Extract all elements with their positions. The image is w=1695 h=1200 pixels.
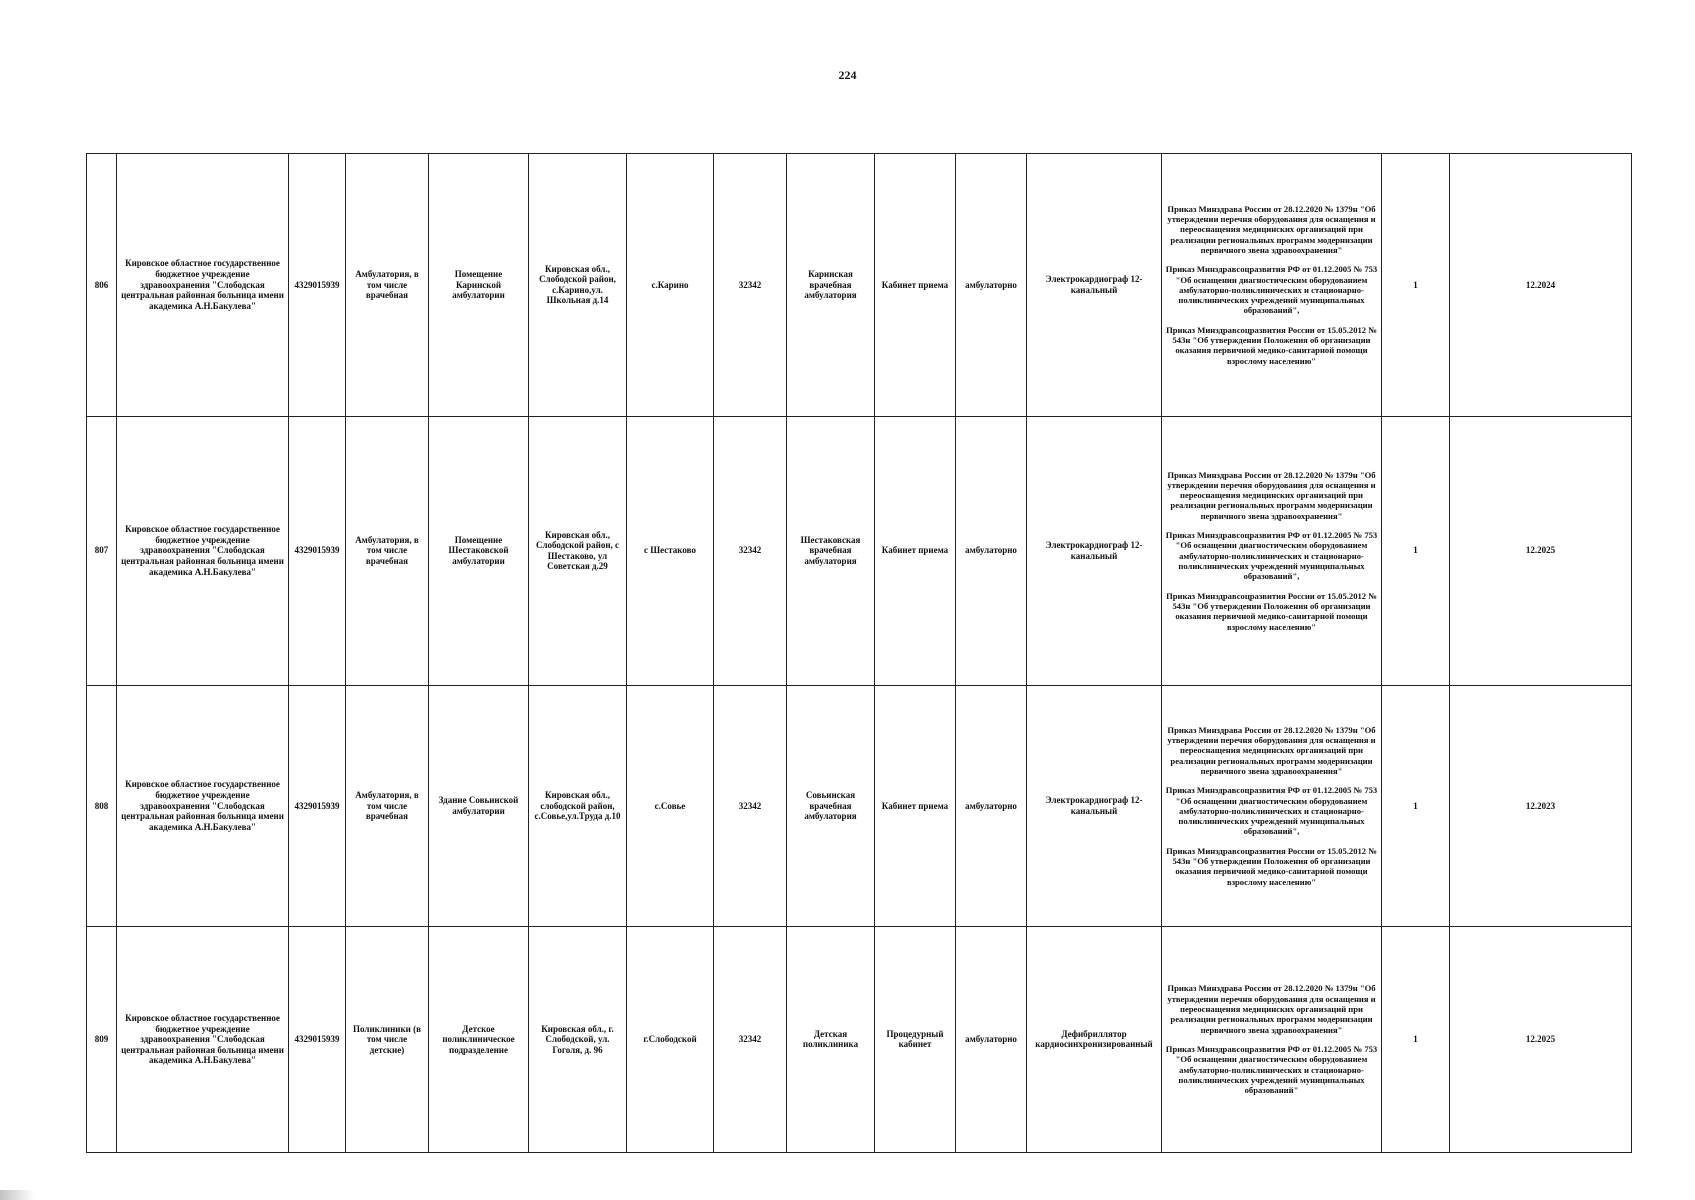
cell-address: Кировская обл., слободской район, с.Совье,ул.Труда д.10 bbox=[529, 685, 627, 926]
cell-care-type: амбулаторно bbox=[956, 685, 1027, 926]
regulatory-document: Приказ Минздрава России от 28.12.2020 № 1379н "Об утверждении перечня оборудования для оснащения и переоснащения медицинских организаций при реализации региональных программ модернизации первичного звена здравоохранения" bbox=[1167, 203, 1376, 255]
cell-care-type: амбулаторно bbox=[956, 926, 1027, 1152]
table-row bbox=[87, 416, 1632, 685]
cell-equipment-name: Дефибриллятор кардиосинхронизированный bbox=[1027, 926, 1162, 1152]
cell-code: 32342 bbox=[714, 154, 787, 417]
regulatory-document: Приказ Минздравсоцразвития РФ от 01.12.2005 № 753 "Об оснащении диагностическим оборудованием амбулаторно-поликлинических и стационарно-поликлинических учреждений муниципальных образований" bbox=[1165, 1043, 1378, 1096]
cell-row-number: 808 bbox=[87, 685, 117, 926]
cell-row-number: 809 bbox=[87, 926, 117, 1152]
cell-delivery-date: 12.2023 bbox=[1450, 685, 1632, 926]
cell-organization-name: Кировское областное государственное бюджетное учреждение здравоохранения "Слободская центральная районная больница имени академика А.Н.Бакулева" bbox=[117, 926, 289, 1152]
cell-settlement: с Шестаково bbox=[627, 416, 714, 685]
cell-quantity: 1 bbox=[1382, 685, 1450, 926]
cell-quantity: 1 bbox=[1382, 926, 1450, 1152]
cell-delivery-date: 12.2025 bbox=[1450, 416, 1632, 685]
cell-medical-unit: Совьинская врачебная амбулатория bbox=[787, 685, 875, 926]
cell-facility-type: Амбулатория, в том числе врачебная bbox=[346, 154, 429, 417]
cell-premises: Здание Совьинской амбулатории bbox=[429, 685, 529, 926]
cell-organization-name: Кировское областное государственное бюджетное учреждение здравоохранения "Слободская центральная районная больница имени академика А.Н.Бакулева" bbox=[117, 685, 289, 926]
regulatory-document: Приказ Минздрава России от 28.12.2020 № 1379н "Об утверждении перечня оборудования для оснащения и переоснащения медицинских организаций при реализации региональных программ модернизации первичного звена здравоохранения" bbox=[1167, 469, 1376, 521]
cell-equipment-name: Электрокардиограф 12-канальный bbox=[1027, 685, 1162, 926]
equipment-registry-table bbox=[86, 153, 1632, 1153]
cell-address: Кировская обл., Слободской район, с.Карино,ул. Школьная д.14 bbox=[529, 154, 627, 417]
cell-regulatory-documents bbox=[1162, 685, 1382, 926]
cell-row-number: 806 bbox=[87, 154, 117, 417]
cell-inn: 4329015939 bbox=[289, 685, 346, 926]
regulatory-document: Приказ Минздравсоцразвития России от 15.05.2012 № 543н "Об утверждении Положения об организации оказания первичной медико-санитарной помощи взрослому населению" bbox=[1166, 845, 1377, 887]
cell-facility-type: Амбулатория, в том числе врачебная bbox=[346, 685, 429, 926]
cell-inn: 4329015939 bbox=[289, 416, 346, 685]
regulatory-document: Приказ Минздравсоцразвития России от 15.05.2012 № 543н "Об утверждении Положения об организации оказания первичной медико-санитарной помощи взрослому населению" bbox=[1166, 590, 1377, 632]
cell-premises: Детское поликлиническое подразделение bbox=[429, 926, 529, 1152]
cell-code: 32342 bbox=[714, 685, 787, 926]
cell-regulatory-documents bbox=[1162, 416, 1382, 685]
cell-address: Кировская обл., Слободской район, с Шестаково, ул Советская д.29 bbox=[529, 416, 627, 685]
cell-settlement: с.Карино bbox=[627, 154, 714, 417]
regulatory-document: Приказ Минздравсоцразвития РФ от 01.12.2005 № 753 "Об оснащении диагностическим оборудованием амбулаторно-поликлинических и стационарно-поликлинических учреждений муниципальных образований", bbox=[1165, 264, 1378, 316]
cell-settlement: г.Слободской bbox=[627, 926, 714, 1152]
cell-regulatory-documents bbox=[1162, 926, 1382, 1152]
cell-row-number: 807 bbox=[87, 416, 117, 685]
regulatory-document: Приказ Минздрава России от 28.12.2020 № 1379н "Об утверждении перечня оборудования для оснащения и переоснащения медицинских организаций при реализации региональных программ модернизации первичного звена здравоохранения" bbox=[1167, 724, 1376, 776]
cell-medical-unit: Каринская врачебная амбулатория bbox=[787, 154, 875, 417]
cell-quantity: 1 bbox=[1382, 416, 1450, 685]
regulatory-document: Приказ Минздравсоцразвития РФ от 01.12.2005 № 753 "Об оснащении диагностическим оборудованием амбулаторно-поликлинических и стационарно-поликлинических учреждений муниципальных образований", bbox=[1165, 530, 1378, 582]
cell-medical-unit: Шестаковская врачебная амбулатория bbox=[787, 416, 875, 685]
cell-facility-type: Амбулатория, в том числе врачебная bbox=[346, 416, 429, 685]
cell-care-type: амбулаторно bbox=[956, 154, 1027, 417]
cell-inn: 4329015939 bbox=[289, 926, 346, 1152]
page-number: 224 bbox=[838, 68, 857, 82]
cell-settlement: с.Совье bbox=[627, 685, 714, 926]
cell-code: 32342 bbox=[714, 926, 787, 1152]
cell-care-type: амбулаторно bbox=[956, 416, 1027, 685]
cell-premises: Помещение Шестаковской амбулатории bbox=[429, 416, 529, 685]
cell-delivery-date: 12.2024 bbox=[1450, 154, 1632, 417]
table-row bbox=[87, 154, 1632, 417]
cell-regulatory-documents bbox=[1162, 154, 1382, 417]
cell-equipment-name: Электрокардиограф 12-канальный bbox=[1027, 416, 1162, 685]
cell-room: Процедурный кабинет bbox=[875, 926, 956, 1152]
cell-premises: Помещение Каринской амбулатории bbox=[429, 154, 529, 417]
cell-quantity: 1 bbox=[1382, 154, 1450, 417]
cell-organization-name: Кировское областное государственное бюджетное учреждение здравоохранения "Слободская центральная районная больница имени академика А.Н.Бакулева" bbox=[117, 416, 289, 685]
cell-room: Кабинет приема bbox=[875, 416, 956, 685]
regulatory-document: Приказ Минздрава России от 28.12.2020 № 1379н "Об утверждении перечня оборудования для оснащения и переоснащения медицинских организаций при реализации региональных программ модернизации первичного звена здравоохранения" bbox=[1167, 983, 1376, 1035]
cell-organization-name: Кировское областное государственное бюджетное учреждение здравоохранения "Слободская центральная районная больница имени академика А.Н.Бакулева" bbox=[117, 154, 289, 417]
cell-code: 32342 bbox=[714, 416, 787, 685]
scan-artifact bbox=[0, 1190, 34, 1200]
table-row bbox=[87, 926, 1632, 1152]
cell-facility-type: Поликлиники (в том числе детские) bbox=[346, 926, 429, 1152]
cell-medical-unit: Детская поликлиника bbox=[787, 926, 875, 1152]
regulatory-document: Приказ Минздравсоцразвития РФ от 01.12.2005 № 753 "Об оснащении диагностическим оборудованием амбулаторно-поликлинических и стационарно-поликлинических учреждений муниципальных образований", bbox=[1165, 785, 1378, 837]
cell-room: Кабинет приема bbox=[875, 685, 956, 926]
cell-delivery-date: 12.2025 bbox=[1450, 926, 1632, 1152]
regulatory-document: Приказ Минздравсоцразвития России от 15.05.2012 № 543н "Об утверждении Положения об организации оказания первичной медико-санитарной помощи взрослому населению" bbox=[1166, 324, 1377, 366]
cell-equipment-name: Электрокардиограф 12-канальный bbox=[1027, 154, 1162, 417]
table-row bbox=[87, 685, 1632, 926]
cell-room: Кабинет приема bbox=[875, 154, 956, 417]
cell-address: Кировская обл., г. Слободской, ул. Гоголя, д. 96 bbox=[529, 926, 627, 1152]
cell-inn: 4329015939 bbox=[289, 154, 346, 417]
